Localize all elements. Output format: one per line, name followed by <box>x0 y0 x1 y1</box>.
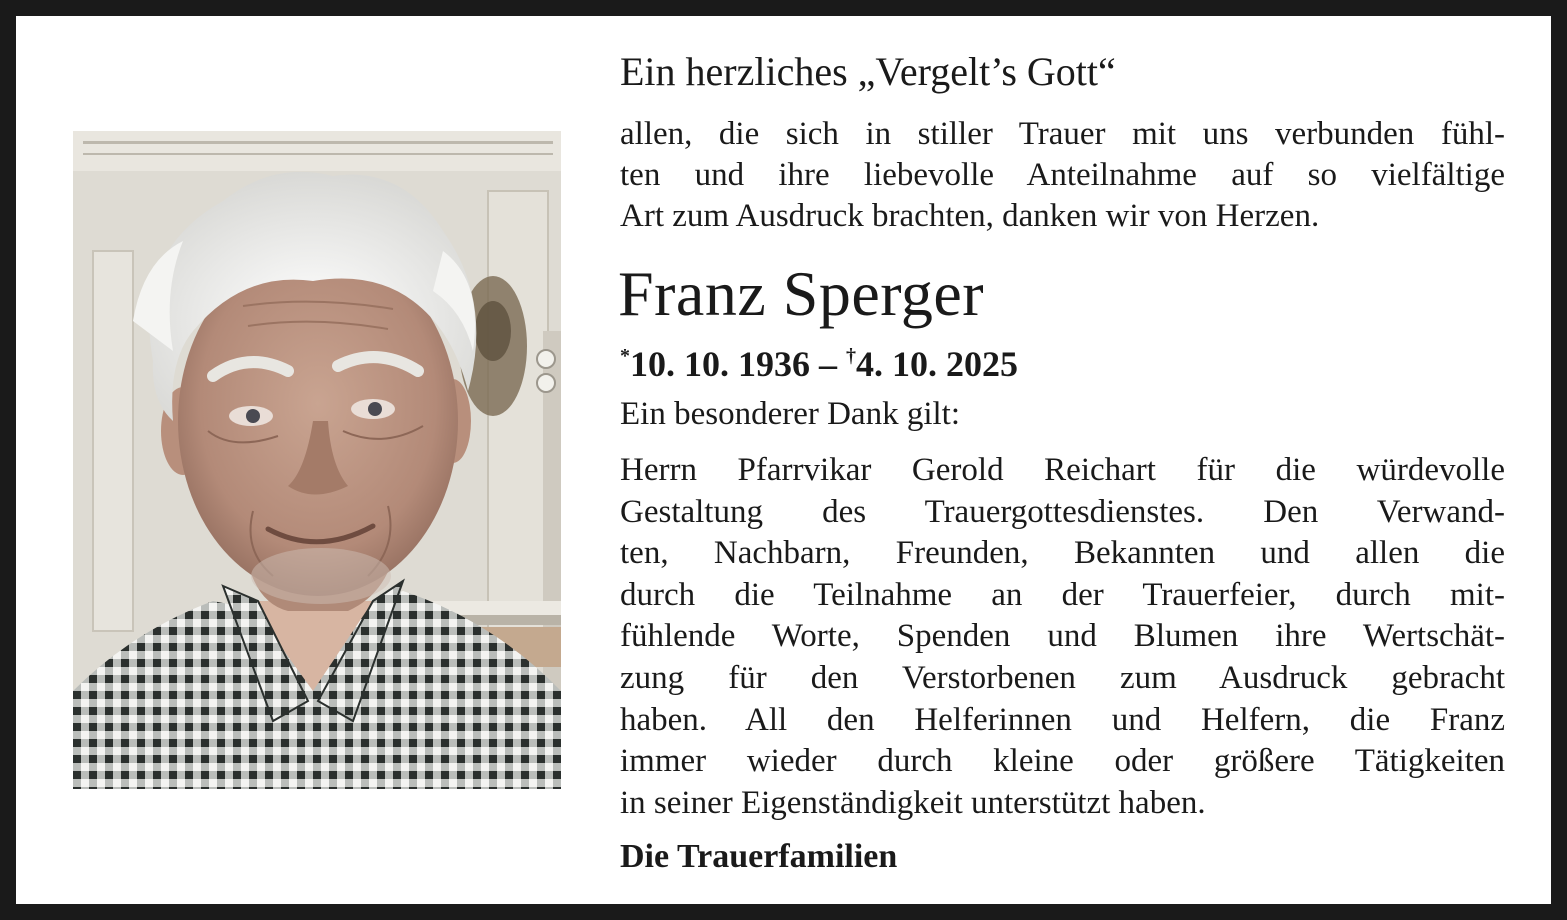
thanks-line: ten, Nachbarn, Freunden, Bekannten und allen die <box>620 535 1505 572</box>
thanks-line: durch die Teilnahme an der Trauerfeier, durch mit- <box>620 576 1505 613</box>
birth-symbol: * <box>620 345 630 367</box>
thanks-line: in seiner Eigenständigkeit unterstützt haben. <box>620 784 1206 821</box>
death-date: 4. 10. 2025 <box>856 344 1018 384</box>
portrait-photo <box>73 131 561 789</box>
special-thanks-title: Ein besonderer Dank gilt: <box>620 396 960 432</box>
life-dates <box>620 336 1018 384</box>
thanks-line: fühlende Worte, Spenden und Blumen ihre Wertschät- <box>620 618 1505 655</box>
thanks-line: zung für den Verstorbenen zum Ausdruck gebracht <box>620 659 1505 696</box>
intro-paragraph <box>620 114 1505 237</box>
notice-heading: Ein herzliches „Vergelt’s Gott“ <box>620 49 1116 94</box>
thanks-line: Herrn Pfarrvikar Gerold Reichart für die würdevolle <box>620 452 1505 488</box>
intro-line: allen, die sich in stiller Trauer mit uns verbunden fühl- <box>620 116 1505 152</box>
intro-line: Art zum Ausdruck brachten, danken wir von Herzen. <box>620 198 1320 234</box>
birth-date: 10. 10. 1936 <box>630 344 810 384</box>
thanks-line: immer wieder durch kleine oder größere Tätigkeiten <box>620 743 1505 780</box>
thanks-line: Gestaltung des Trauergottesdienstes. Den Verwand- <box>620 493 1505 530</box>
signature: Die Trauerfamilien <box>620 838 898 875</box>
intro-line: ten und ihre liebevolle Anteilnahme auf so vielfältige <box>620 157 1505 193</box>
death-symbol: † <box>846 345 856 367</box>
thanks-line: haben. All den Helferinnen und Helfern, die Franz <box>620 701 1505 738</box>
thanks-paragraph <box>620 450 1505 824</box>
deceased-name: Franz Sperger <box>618 258 985 329</box>
date-separator: – <box>810 344 846 384</box>
